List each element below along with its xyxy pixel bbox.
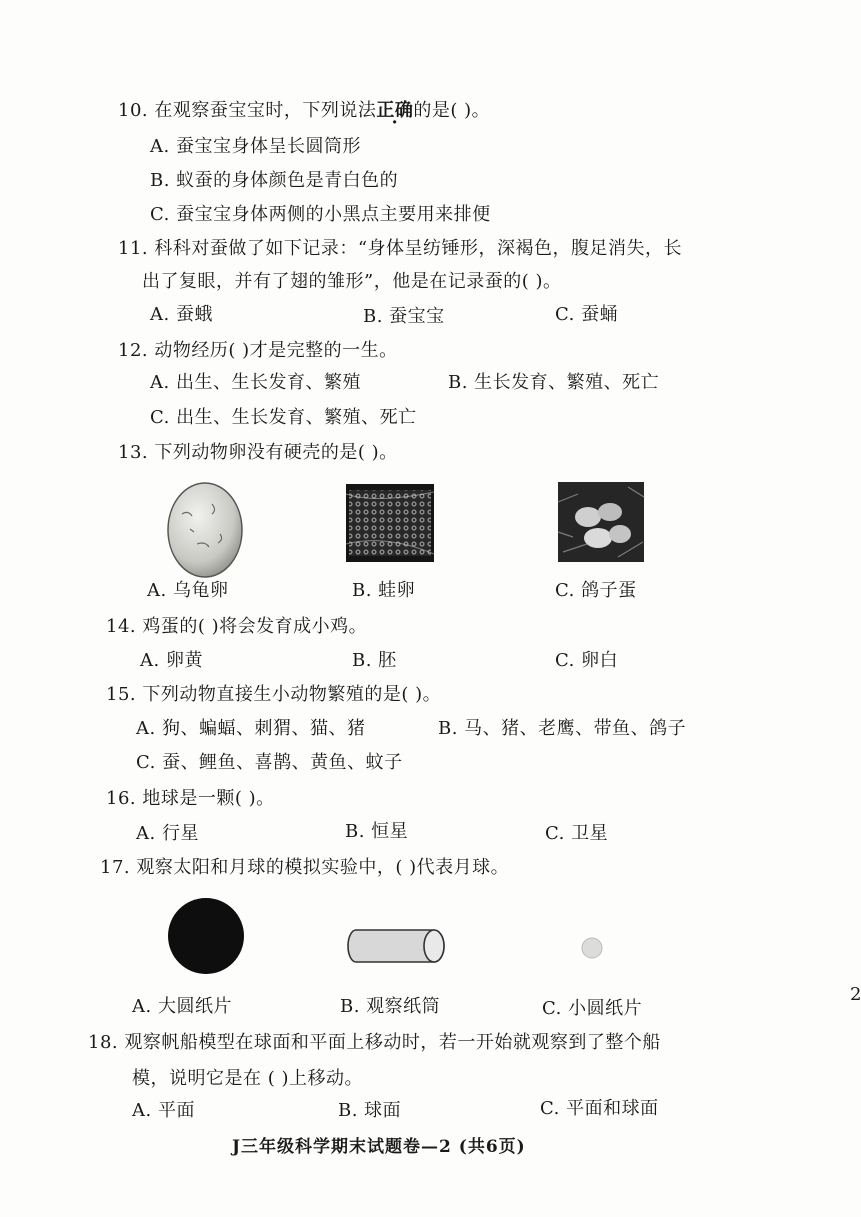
question-14-option-a: A. 卵黄 <box>140 650 203 671</box>
question-18-stem-line2: 模，说明它是在 ( )上移动。 <box>132 1068 363 1089</box>
question-13-option-b: B. 蛙卵 <box>352 580 416 601</box>
emphasis-correct: 正确 <box>376 100 414 121</box>
side-page-mark: 2 <box>850 984 861 1005</box>
question-16-stem: 16. 地球是一颗( )。 <box>106 788 275 809</box>
question-11-option-b: B. 蚕宝宝 <box>363 306 445 327</box>
question-10-stem: 10. 在观察蚕宝宝时，下列说法正确的是( )。 <box>118 100 491 121</box>
question-14-option-c: C. 卵白 <box>555 650 619 671</box>
question-14-option-b: B. 胚 <box>352 650 397 671</box>
question-18-stem-line1: 18. 观察帆船模型在球面和平面上移动时，若一开始就观察到了整个船 <box>88 1032 661 1053</box>
question-13-option-c: C. 鸽子蛋 <box>555 580 637 601</box>
question-12-option-c: C. 出生、生长发育、繁殖、死亡 <box>150 407 417 428</box>
question-12-option-a: A. 出生、生长发育、繁殖 <box>150 372 361 393</box>
question-18-option-b: B. 球面 <box>338 1100 402 1121</box>
question-10-option-b: B. 蚁蚕的身体颜色是青白色的 <box>150 170 399 191</box>
question-13-option-a: A. 乌龟卵 <box>147 580 229 601</box>
page-footer: J三年级科学期末试题卷—2 (共6页) <box>232 1137 526 1157</box>
question-15-option-b: B. 马、猪、老鹰、带鱼、鸽子 <box>438 718 687 739</box>
question-17-option-c: C. 小圆纸片 <box>542 998 643 1019</box>
question-14-stem: 14. 鸡蛋的( )将会发育成小鸡。 <box>106 616 368 637</box>
question-17-stem: 17. 观察太阳和月球的模拟实验中，( )代表月球。 <box>100 857 510 878</box>
question-15-option-a: A. 狗、蝙蝠、刺猬、猫、猪 <box>136 718 366 739</box>
turtle-egg-image <box>162 474 248 580</box>
question-11-option-c: C. 蚕蛹 <box>555 304 619 325</box>
question-16-option-a: A. 行星 <box>136 823 199 844</box>
question-11-stem-line1: 11. 科科对蚕做了如下记录：“身体呈纺锤形，深褐色，腹足消失，长 <box>118 238 683 259</box>
question-17-option-a: A. 大圆纸片 <box>132 996 232 1017</box>
observation-tube-image <box>348 926 448 966</box>
question-13-stem: 13. 下列动物卵没有硬壳的是( )。 <box>118 442 398 463</box>
question-12-stem: 12. 动物经历( )才是完整的一生。 <box>118 340 398 361</box>
question-17-option-b: B. 观察纸筒 <box>340 996 441 1017</box>
question-16-option-c: C. 卫星 <box>545 823 609 844</box>
question-11-stem-line2: 出了复眼，并有了翅的雏形”，他是在记录蚕的( )。 <box>142 271 562 292</box>
question-18-option-a: A. 平面 <box>132 1100 195 1121</box>
question-12-option-b: B. 生长发育、繁殖、死亡 <box>448 372 660 393</box>
question-10-option-c: C. 蚕宝宝身体两侧的小黑点主要用来排便 <box>150 204 491 225</box>
large-paper-disc-image <box>166 896 246 976</box>
small-paper-disc-image <box>580 936 604 960</box>
question-10-option-a: A. 蚕宝宝身体呈长圆筒形 <box>150 136 361 157</box>
frog-eggs-image <box>346 484 434 562</box>
question-15-option-c: C. 蚕、鲤鱼、喜鹊、黄鱼、蚊子 <box>136 752 403 773</box>
question-16-option-b: B. 恒星 <box>345 821 409 842</box>
question-15-stem: 15. 下列动物直接生小动物繁殖的是( )。 <box>106 684 442 705</box>
pigeon-eggs-image <box>558 482 644 562</box>
question-18-option-c: C. 平面和球面 <box>540 1098 659 1119</box>
question-11-option-a: A. 蚕蛾 <box>150 304 213 325</box>
